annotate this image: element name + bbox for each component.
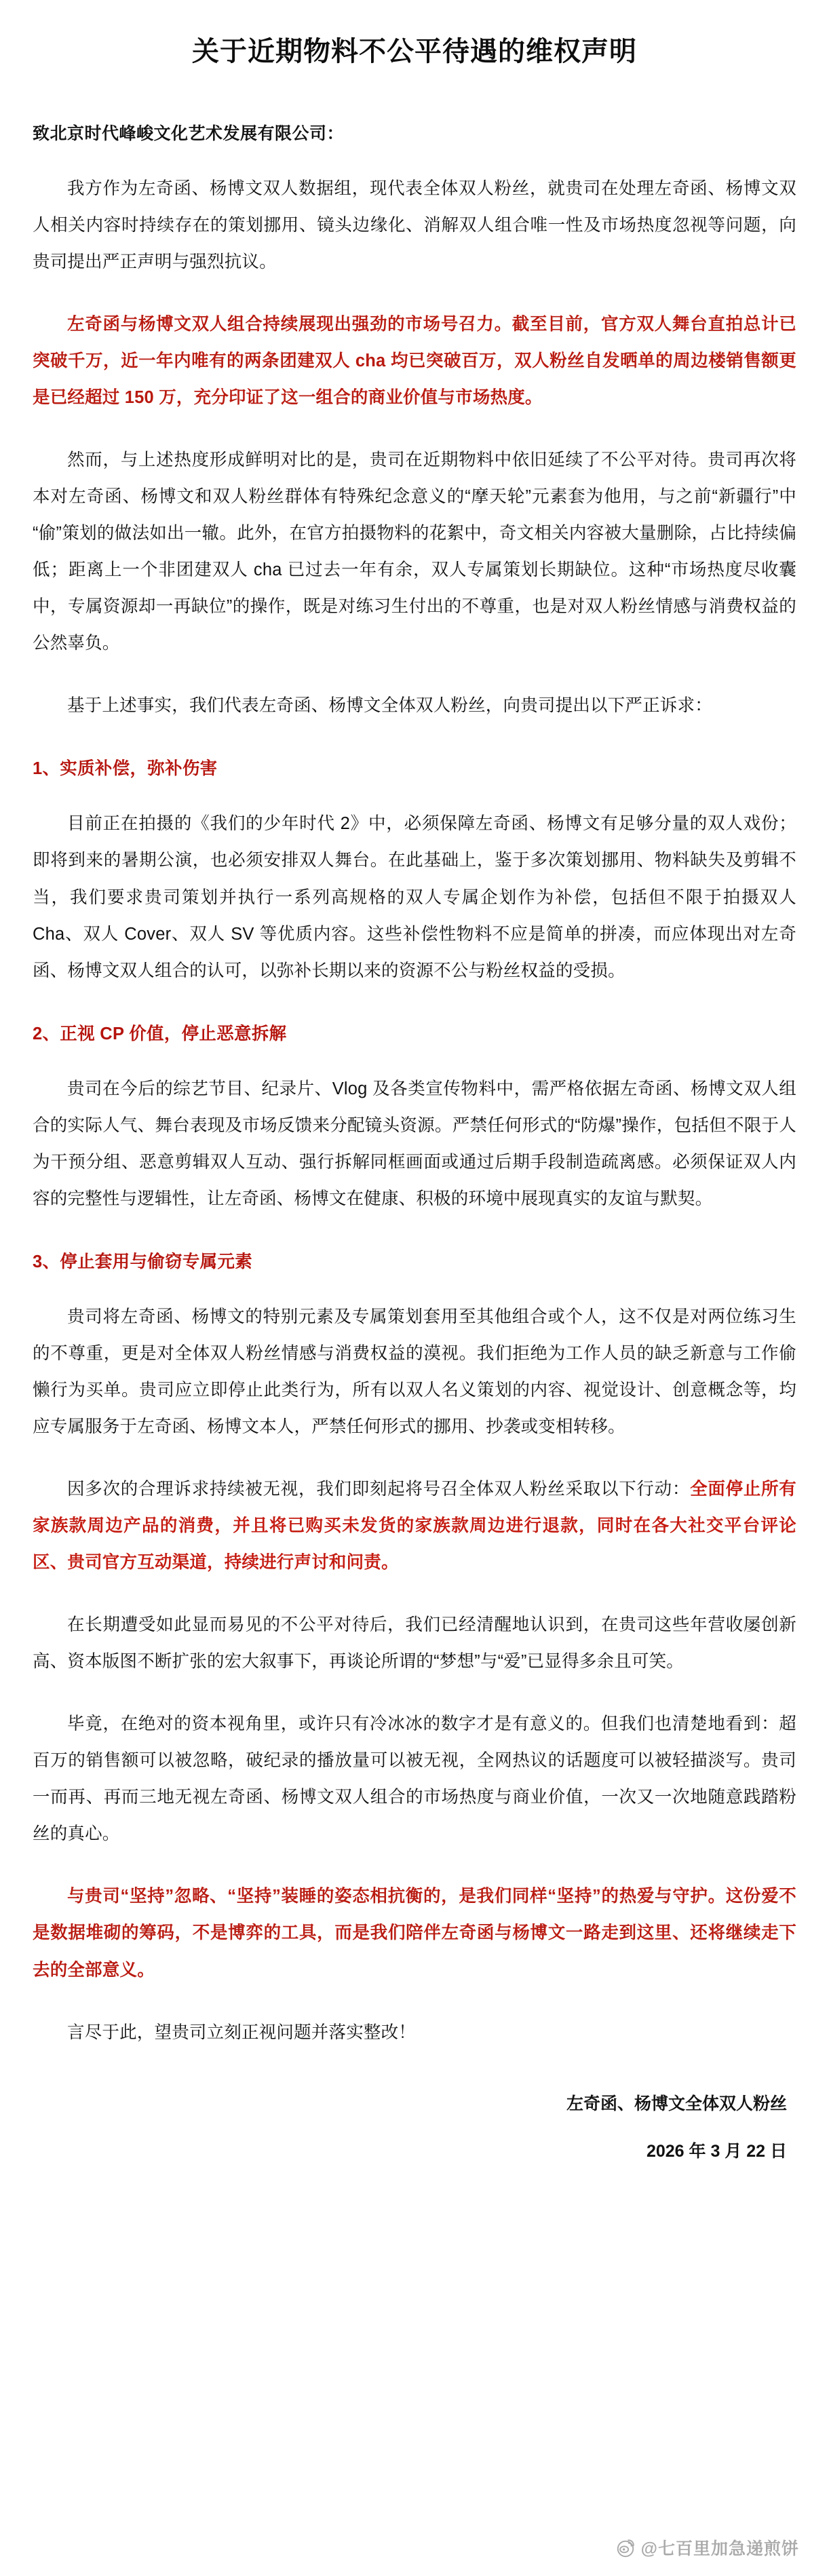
call-to-action-boycott: 全面停止所有家族款周边产品的消费，并且将已购买未发货的家族款周边进行退款，同时在各大社交平台评论区、贵司官方互动渠道，持续进行声讨和问责。 — [33, 1480, 796, 1573]
paragraph-demands-lead-in: 基于上述事实，我们代表左奇函、杨博文全体双人粉丝，向贵司提出以下严正诉求： — [67, 696, 712, 716]
paragraph-closing-statement-highlight: 与贵司“坚持”忽略、“坚持”装睡的姿态相抗衡的，是我们同样“坚持”的热爱与守护。这份爱不是数据堆砌的筹码，不是博弈的工具，而是我们陪伴左奇函与杨博文一路走到这里、还将继续走下去的全部意义。 — [33, 1887, 796, 1980]
demand-body-3: 贵司将左奇函、杨博文的特别元素及专属策划套用至其他组合或个人，这不仅是对两位练习生的不尊重，更是对全体双人粉丝情感与消费权益的漠视。我们拒绝为工作人员的缺乏新意与工作偷懒行为买单。贵司应立即停止此类行为，所有以双人名义策划的内容、视觉设计、创意概念等，均应专属服务于左奇函、杨博文本人，严禁任何形式的挪用、抄袭或变相转移。 — [33, 1307, 796, 1436]
salutation: 致北京时代峰峻文化艺术发展有限公司： — [33, 123, 345, 143]
signature-block — [33, 2086, 796, 2170]
signature-signer: 左奇函、杨博文全体双人粉丝 — [566, 2094, 787, 2113]
demand-body-2: 贵司在今后的综艺节目、纪录片、Vlog 及各类宣传物料中，需严格依据左奇函、杨博文双人组合的实际人气、舞台表现及市场反馈来分配镜头资源。严禁任何形式的“防爆”操作，包括但不限于人为干预分组、恶意剪辑双人互动、强行拆解同框画面或通过后期手段制造疏离感。必须保证双人内容的完整性与逻辑性，让左奇函、杨博文在健康、积极的环境中展现真实的友谊与默契。 — [33, 1079, 796, 1208]
paragraph-unfair-treatment: 然而，与上述热度形成鲜明对比的是，贵司在近期物料中依旧延续了不公平对待。贵司再次将本对左奇函、杨博文和双人粉丝群体有特殊纪念意义的“摩天轮”元素套为他用，与之前“新疆行”中“偷”策划的做法如出一辙。此外，在官方拍摄物料的花絮中，奇文相关内容被大量删除，占比持续偏低；距离上一个非团建双人 cha 已过去一年有余，双人专属策划长期缺位。这种“市场热度尽收囊中，专属资源却一再缺位”的操作，既是对练习生付出的不尊重，也是对双人粉丝情感与消费权益的公然辜负。 — [33, 450, 796, 653]
demand-heading-3: 3、停止套用与偷窃专属元素 — [33, 1252, 253, 1271]
paragraph-market-performance-highlight: 左奇函与杨博文双人组合持续展现出强劲的市场号召力。截至目前，官方双人舞台直拍总计已突破千万，近一年内唯有的两条团建双人 cha 均已突破百万，双人粉丝自发晒单的周边楼销售额更是已经超过 150 万，充分印证了这一组合的商业价值与市场热度。 — [33, 314, 796, 408]
watermark-handle: @七百里加急递煎饼 — [640, 2539, 799, 2558]
statement-document-page — [0, 18, 829, 2576]
signature-date: 2026 年 3 月 22 日 — [646, 2142, 787, 2161]
paragraph-call-to-action — [33, 1471, 796, 1581]
bottom-spacer — [33, 2170, 796, 2346]
demand-heading-2: 2、正视 CP 价值，停止恶意拆解 — [33, 1024, 287, 1043]
weibo-icon — [615, 2537, 636, 2558]
paragraph-final-appeal: 言尽于此，望贵司立刻正视问题并落实整改！ — [67, 2022, 417, 2042]
paragraph-dream-and-love: 在长期遭受如此显而易见的不公平对待后，我们已经清醒地认识到，在贵司这些年营收屡创新高、资本版图不断扩张的宏大叙事下，再谈论所谓的“梦想”与“爱”已显得多余且可笑。 — [33, 1615, 796, 1672]
watermark — [615, 2535, 799, 2560]
demand-heading-1: 1、实质补偿，弥补伤害 — [33, 759, 218, 779]
paragraph-capital-perspective: 毕竟，在绝对的资本视角里，或许只有冷冰冰的数字才是有意义的。但我们也清楚地看到：超百万的销售额可以被忽略，破纪录的播放量可以被无视，全网热议的话题度可以被轻描淡写。贵司一而再、再而三地无视左奇函、杨博文双人组合的市场热度与商业价值，一次又一次地随意践踏粉丝的真心。 — [33, 1714, 796, 1844]
call-to-action-lead: 因多次的合理诉求持续被无视，我们即刻起将号召全体双人粉丝采取以下行动： — [67, 1480, 691, 1499]
page-title: 关于近期物料不公平待遇的维权声明 — [192, 36, 637, 66]
paragraph-intro: 我方作为左奇函、杨博文双人数据组，现代表全体双人粉丝，就贵司在处理左奇函、杨博文双人相关内容时持续存在的策划挪用、镜头边缘化、消解双人组合唯一性及市场热度忽视等问题，向贵司提出严正声明与强烈抗议。 — [33, 178, 796, 271]
demand-body-1: 目前正在拍摄的《我们的少年时代 2》中，必须保障左奇函、杨博文有足够分量的双人戏份；即将到来的暑期公演，也必须安排双人舞台。在此基础上，鉴于多次策划挪用、物料缺失及剪辑不当，我们要求贵司策划并执行一系列高规格的双人专属企划作为补偿，包括但不限于拍摄双人 Cha、双人 Cover、双人 SV 等优质内容。这些补偿性物料不应是简单的拼凑，而应体现出对左奇函、杨博文双人组合的认可，以弥补长期以来的资源不公与粉丝权益的受损。 — [33, 814, 796, 980]
